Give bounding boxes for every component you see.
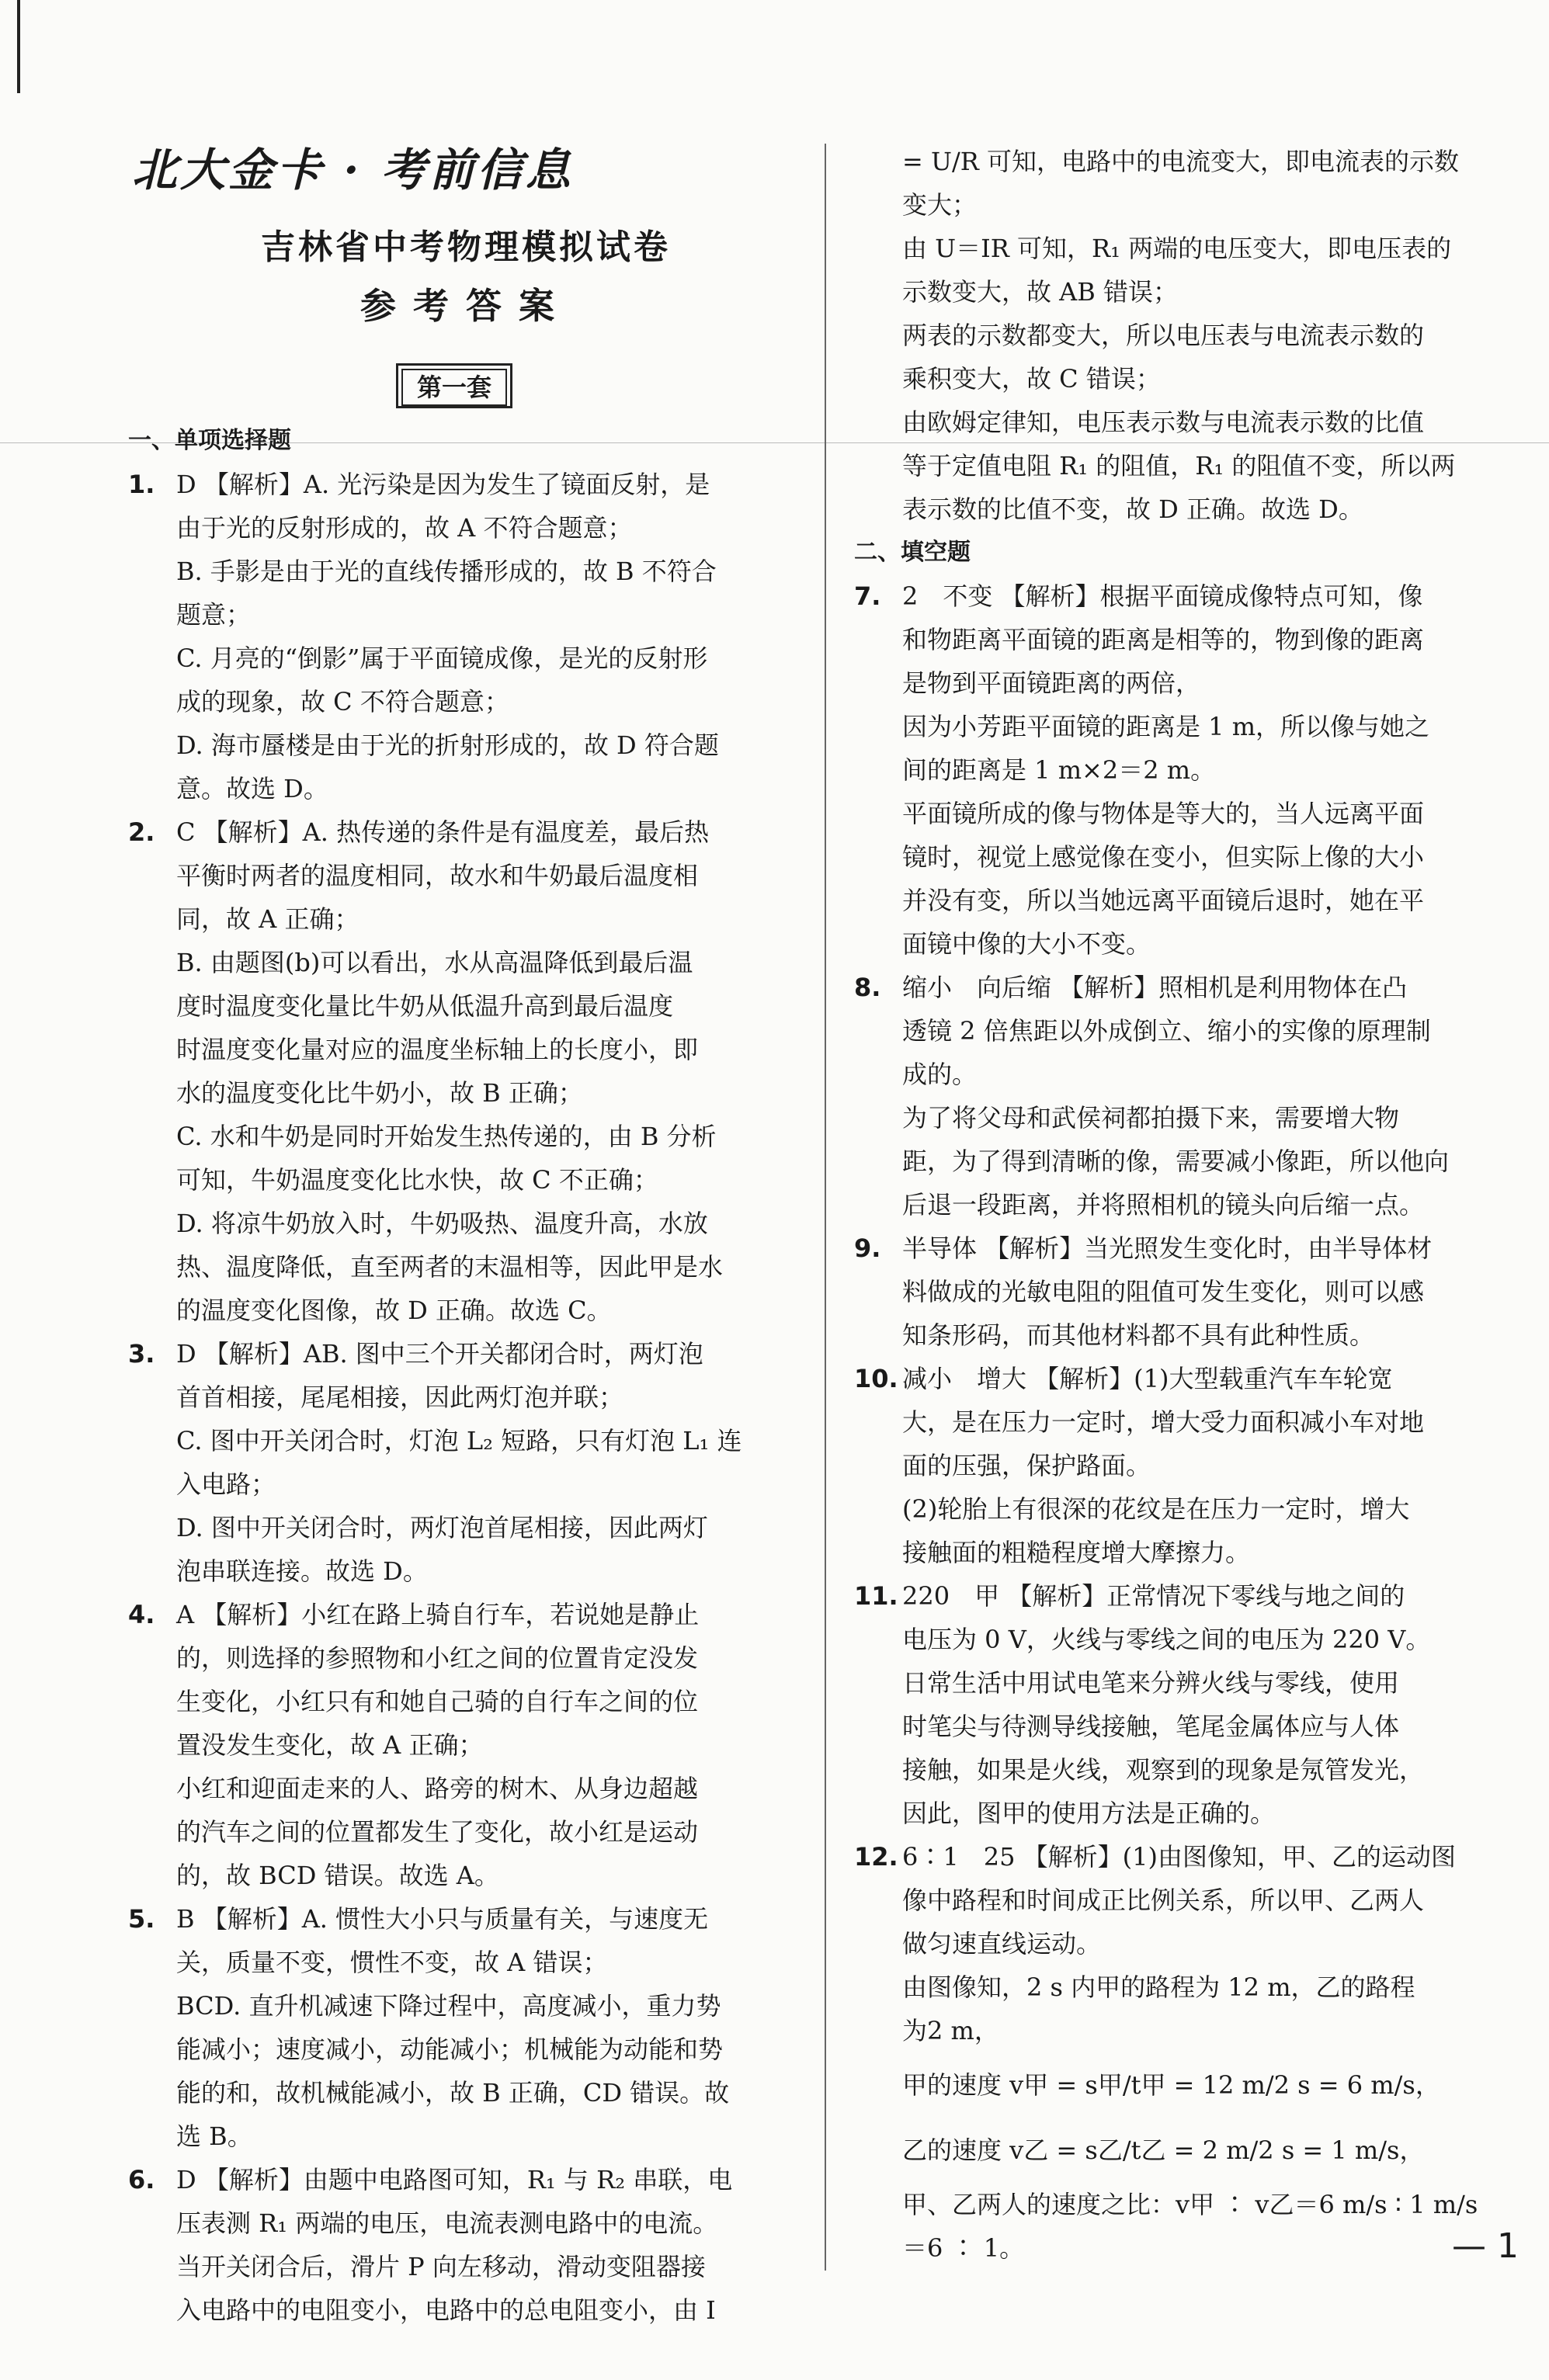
question-text: 半导体 【解析】当光照发生变化时，由半导体材 bbox=[902, 1233, 1433, 1263]
question-text-line: 为了将父母和武侯祠都拍摄下来，需要增大物 bbox=[902, 1103, 1400, 1133]
question-first-line bbox=[854, 1574, 1506, 1618]
question-text-line: B. 手影是由于光的直线传播形成的，故 B 不符合 bbox=[176, 557, 717, 586]
question-text-line: 面镜中像的大小不变。 bbox=[902, 929, 1151, 959]
question-text-line: 镜时，视觉上感觉像在变小，但实际上像的大小 bbox=[902, 842, 1425, 872]
question-text-line: (2)轮胎上有很深的花纹是在压力一定时，增大 bbox=[902, 1494, 1410, 1524]
question-first-line bbox=[854, 966, 1506, 1009]
question-text-line: 接触面的粗糙程度增大摩擦力。 bbox=[902, 1538, 1251, 1567]
question-text-line: 入电路中的电阻变小，电路中的总电阻变小，由 I bbox=[176, 2295, 716, 2325]
question-text-line: 同，故 A 正确； bbox=[176, 904, 359, 934]
question-text-line: 时温度变化量对应的温度坐标轴上的长度小，即 bbox=[176, 1035, 699, 1064]
section-heading-fill-blank: 二、填空题 bbox=[854, 539, 971, 566]
question-number: 5. bbox=[128, 1904, 155, 1934]
question-text-line: 选 B。 bbox=[176, 2122, 252, 2151]
question-text-line: 置没发生变化，故 A 正确； bbox=[176, 1730, 484, 1760]
question-text-line: 由于光的反射形成的，故 A 不符合题意； bbox=[176, 513, 633, 543]
question-text: 缩小 向后缩 【解析】照相机是利用物体在凸 bbox=[902, 973, 1408, 1002]
question-number: 6. bbox=[128, 2165, 155, 2194]
question-number: 11. bbox=[854, 1581, 898, 1611]
question-number: 8. bbox=[854, 973, 881, 1002]
question-number: 3. bbox=[128, 1339, 155, 1369]
question-text-line: 题意； bbox=[176, 600, 252, 630]
question-text-line: 知条形码，而其他材料都不具有此种性质。 bbox=[902, 1320, 1375, 1350]
question-text-line: 因此，图甲的使用方法是正确的。 bbox=[902, 1799, 1276, 1828]
question-first-line bbox=[854, 1357, 1506, 1400]
question-number: 1. bbox=[128, 470, 155, 499]
set-label-box bbox=[396, 363, 512, 408]
question-q7 bbox=[854, 574, 1506, 966]
question-first-line bbox=[128, 463, 804, 506]
question-text-line: C. 图中开关闭合时，灯泡 L₂ 短路，只有灯泡 L₁ 连 bbox=[176, 1426, 742, 1455]
velocity-formula: 乙的速度 v乙 = s乙/t乙 = 2 m/2 s = 1 m/s， bbox=[902, 2135, 1425, 2165]
speed-ratio-line: ＝6 ∶ 1。 bbox=[902, 2233, 1025, 2263]
question-text-line: 由欧姆定律知，电压表示数与电流表示数的比值 bbox=[902, 408, 1425, 437]
question-text-line: 电压为 0 V，火线与零线之间的电压为 220 V。 bbox=[902, 1625, 1431, 1654]
question-text-line: 泡串联连接。故选 D。 bbox=[176, 1556, 428, 1586]
question-first-line bbox=[128, 1897, 804, 1941]
question-text-line: 并没有变，所以当她远离平面镜后退时，她在平 bbox=[902, 886, 1425, 915]
question-first-line bbox=[854, 1835, 1506, 1879]
question-text-line: 时笔尖与待测导线接触，笔尾金属体应与人体 bbox=[902, 1712, 1400, 1741]
question-text-line: 的，则选择的参照物和小红之间的位置肯定没发 bbox=[176, 1643, 699, 1673]
question-text-line: 关，质量不变，惯性不变，故 A 错误； bbox=[176, 1948, 608, 1977]
question-text-line: 是物到平面镜距离的两倍， bbox=[902, 668, 1201, 698]
question-text-line: 乘积变大，故 C 错误； bbox=[902, 364, 1161, 394]
question-text-line: 入电路； bbox=[176, 1469, 276, 1499]
question-text-line: 料做成的光敏电阻的阻值可发生变化，则可以感 bbox=[902, 1277, 1425, 1306]
question-text-line: C. 月亮的“倒影”属于平面镜成像，是光的反射形 bbox=[176, 644, 708, 673]
question-text: C 【解析】A. 热传递的条件是有温度差，最后热 bbox=[176, 817, 710, 847]
question-number: 12. bbox=[854, 1842, 898, 1872]
question-first-line bbox=[128, 1332, 804, 1376]
question-text-line: 等于定值电阻 R₁ 的阻值，R₁ 的阻值不变，所以两 bbox=[902, 451, 1456, 481]
question-text-line: 透镜 2 倍焦距以外成倒立、缩小的实像的原理制 bbox=[902, 1016, 1431, 1046]
question-text-line: 成的现象，故 C 不符合题意； bbox=[176, 687, 509, 716]
question-text-line: 为2 m， bbox=[902, 2016, 999, 2045]
section-heading-single-choice: 一、单项选择题 bbox=[128, 427, 291, 454]
question-first-line bbox=[128, 810, 804, 854]
question-text-line: 大，是在压力一定时，增大受力面积减小车对地 bbox=[902, 1407, 1425, 1437]
question-text-line: 热、温度降低，直至两者的末温相等，因此甲是水 bbox=[176, 1252, 724, 1282]
question-text-line: 首首相接，尾尾相接，因此两灯泡并联； bbox=[176, 1383, 624, 1412]
question-text: D 【解析】由题中电路图可知，R₁ 与 R₂ 串联，电 bbox=[176, 2165, 733, 2194]
column-divider bbox=[825, 144, 826, 2271]
question-text-line: 做匀速直线运动。 bbox=[902, 1929, 1102, 1958]
page-number: — 1 bbox=[1452, 2226, 1519, 2266]
question-number: 9. bbox=[854, 1233, 881, 1263]
question-first-line bbox=[128, 1593, 804, 1636]
right-column bbox=[854, 140, 1506, 2270]
exam-title: 吉林省中考物理模拟试卷 bbox=[261, 227, 671, 267]
question-number: 10. bbox=[854, 1364, 898, 1393]
question-text: D 【解析】AB. 图中三个开关都闭合时，两灯泡 bbox=[176, 1339, 703, 1369]
question-text-line: 面的压强，保护路面。 bbox=[902, 1451, 1151, 1480]
question-text-line: 的汽车之间的位置都发生了变化，故小红是运动 bbox=[176, 1817, 699, 1847]
question-text-line: D. 海市蜃楼是由于光的折射形成的，故 D 符合题 bbox=[176, 730, 719, 760]
question-number: 7. bbox=[854, 581, 881, 611]
question-text-line: 间的距离是 1 m×2＝2 m。 bbox=[902, 755, 1216, 785]
question-q8 bbox=[854, 966, 1506, 1226]
question-text-line: 两表的示数都变大，所以电压表与电流表示数的 bbox=[902, 321, 1425, 350]
question-first-line bbox=[854, 1226, 1506, 1270]
question-q4 bbox=[128, 1593, 804, 1897]
question-first-line bbox=[854, 574, 1506, 618]
question-first-line bbox=[128, 2158, 804, 2201]
question-text-line: 成的。 bbox=[902, 1060, 978, 1089]
question-text-line: 能的和，故机械能减小，故 B 正确，CD 错误。故 bbox=[176, 2078, 730, 2108]
question-text-line: 示数变大，故 AB 错误； bbox=[902, 277, 1178, 307]
question-q6-continued bbox=[854, 140, 1506, 531]
question-text-line: 意。故选 D。 bbox=[176, 774, 328, 803]
question-text-line: 的，故 BCD 错误。故选 A。 bbox=[176, 1861, 499, 1890]
left-column bbox=[128, 419, 804, 2332]
velocity-formula: 甲的速度 v甲 = s甲/t甲 = 12 m/2 s = 6 m/s， bbox=[902, 2070, 1440, 2100]
question-text-line: 平面镜所成的像与物体是等大的，当人远离平面 bbox=[902, 799, 1425, 828]
question-text-line: 的温度变化图像，故 D 正确。故选 C。 bbox=[176, 1296, 612, 1325]
question-text-line: 当开关闭合后，滑片 P 向左移动，滑动变阻器接 bbox=[176, 2252, 706, 2281]
question-text-line: 由图像知，2 s 内甲的路程为 12 m，乙的路程 bbox=[902, 1972, 1415, 2002]
question-text-line: 可知，牛奶温度变化比水快，故 C 不正确； bbox=[176, 1165, 658, 1195]
question-text-line: 能减小；速度减小，动能减小；机械能为动能和势 bbox=[176, 2035, 724, 2064]
question-text-line: 平衡时两者的温度相同，故水和牛奶最后温度相 bbox=[176, 861, 699, 890]
question-text: D 【解析】A. 光污染是因为发生了镜面反射，是 bbox=[176, 470, 710, 499]
question-text-line: 水的温度变化比牛奶小，故 B 正确； bbox=[176, 1078, 583, 1108]
question-q5 bbox=[128, 1897, 804, 2158]
question-text-line: 表示数的比值不变，故 D 正确。故选 D。 bbox=[902, 494, 1363, 524]
question-text: A 【解析】小红在路上骑自行车，若说她是静止 bbox=[176, 1600, 700, 1629]
question-text: 2 不变 【解析】根据平面镜成像特点可知，像 bbox=[902, 581, 1423, 611]
question-text-line: 日常生活中用试电笔来分辨火线与零线，使用 bbox=[902, 1668, 1400, 1698]
set-label: 第一套 bbox=[401, 369, 507, 406]
question-text-line: 后退一段距离，并将照相机的镜头向后缩一点。 bbox=[902, 1190, 1425, 1219]
question-text-line: D. 图中开关闭合时，两灯泡首尾相接，因此两灯 bbox=[176, 1513, 708, 1542]
question-number: 4. bbox=[128, 1600, 155, 1629]
page-edge-mark bbox=[17, 0, 20, 93]
question-text-line: 接触，如果是火线，观察到的现象是氖管发光， bbox=[902, 1755, 1425, 1785]
question-text-line: 由 U＝IR 可知，R₁ 两端的电压变大，即电压表的 bbox=[902, 234, 1452, 263]
question-text: 减小 增大 【解析】(1)大型载重汽车车轮宽 bbox=[902, 1364, 1393, 1393]
question-q2 bbox=[128, 810, 804, 1332]
question-number: 2. bbox=[128, 817, 155, 847]
question-text-line: 压表测 R₁ 两端的电压，电流表测电路中的电流。 bbox=[176, 2208, 718, 2238]
question-text-line: BCD. 直升机减速下降过程中，高度减小，重力势 bbox=[176, 1991, 721, 2021]
question-text-line: B. 由题图(b)可以看出，水从高温降低到最后温 bbox=[176, 948, 693, 977]
question-q12 bbox=[854, 1835, 1506, 2270]
question-q10 bbox=[854, 1357, 1506, 1574]
question-text-line: 和物距离平面镜的距离是相等的，物到像的距离 bbox=[902, 625, 1425, 654]
question-text: B 【解析】A. 惯性大小只与质量有关，与速度无 bbox=[176, 1904, 709, 1934]
question-text: 6∶1 25 【解析】(1)由图像知，甲、乙的运动图 bbox=[902, 1842, 1456, 1872]
question-q6 bbox=[128, 2158, 804, 2332]
answer-key-subtitle: 参考答案 bbox=[360, 285, 571, 327]
question-q9 bbox=[854, 1226, 1506, 1357]
question-text-line: 距，为了得到清晰的像，需要减小像距，所以他向 bbox=[902, 1147, 1450, 1176]
question-text-line: C. 水和牛奶是同时开始发生热传递的，由 B 分析 bbox=[176, 1122, 717, 1151]
question-text-line: 小红和迎面走来的人、路旁的树木、从身边超越 bbox=[176, 1774, 699, 1803]
question-text-line: 度时温度变化量比牛奶从低温升高到最后温度 bbox=[176, 991, 674, 1021]
speed-ratio-line: 甲、乙两人的速度之比：v甲 ∶ v乙＝6 m/s ∶ 1 m/s bbox=[902, 2190, 1478, 2219]
question-text-line: 因为小芳距平面镜的距离是 1 m，所以像与她之 bbox=[902, 712, 1430, 741]
question-text-line: 生变化，小红只有和她自己骑的自行车之间的位 bbox=[176, 1687, 699, 1716]
question-q11 bbox=[854, 1574, 1506, 1835]
question-text-line: = U/R 可知，电路中的电流变大，即电流表的示数 bbox=[902, 147, 1460, 176]
brand-title: 北大金卡 · 考前信息 bbox=[132, 144, 574, 196]
question-q3 bbox=[128, 1332, 804, 1593]
question-text-line: D. 将凉牛奶放入时，牛奶吸热、温度升高，水放 bbox=[176, 1209, 708, 1238]
question-q1 bbox=[128, 463, 804, 810]
question-text: 220 甲 【解析】正常情况下零线与地之间的 bbox=[902, 1581, 1405, 1611]
question-text-line: 变大； bbox=[902, 190, 978, 220]
question-text-line: 像中路程和时间成正比例关系，所以甲、乙两人 bbox=[902, 1886, 1425, 1915]
